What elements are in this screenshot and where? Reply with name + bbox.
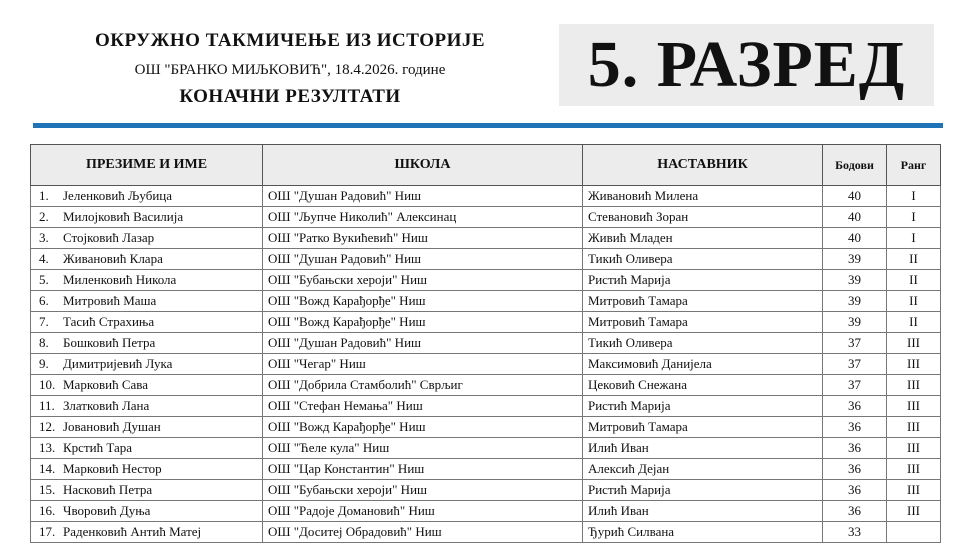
row-number: 6. <box>39 293 49 308</box>
student-cell <box>31 333 263 354</box>
row-number: 11. <box>39 398 55 413</box>
school-cell: ОШ "Вожд Карађорђе" Ниш <box>263 291 583 312</box>
rank-cell: III <box>887 354 941 375</box>
student-name: Јовановић Душан <box>63 419 161 434</box>
host-school-date: ОШ "БРАНКО МИЉКОВИЋ", 18.4.2026. године <box>134 62 446 78</box>
table-row <box>31 333 941 354</box>
header-divider <box>33 123 943 128</box>
teacher-cell: Цековић Снежана <box>583 375 823 396</box>
row-number: 8. <box>39 335 49 350</box>
student-cell <box>31 375 263 396</box>
table-row <box>31 480 941 501</box>
row-number: 15. <box>39 482 56 497</box>
rank-cell: III <box>887 438 941 459</box>
points-cell: 36 <box>823 438 887 459</box>
teacher-cell: Митровић Тамара <box>583 417 823 438</box>
table-row <box>31 501 941 522</box>
student-name: Раденковић Антић Матеј <box>63 524 202 539</box>
points-cell: 40 <box>823 186 887 207</box>
school-cell: ОШ "Добрила Стамболић" Сврљиг <box>263 375 583 396</box>
teacher-cell: Ђурић Силвана <box>583 522 823 543</box>
points-cell: 36 <box>823 396 887 417</box>
student-cell <box>31 438 263 459</box>
points-cell: 37 <box>823 354 887 375</box>
school-cell: ОШ "Бубањски хероји" Ниш <box>263 270 583 291</box>
student-name: Јеленковић Љубица <box>63 188 173 203</box>
row-number: 10. <box>39 377 56 392</box>
teacher-cell: Митровић Тамара <box>583 312 823 333</box>
student-name: Тасић Страхиња <box>63 314 155 329</box>
school-cell: ОШ "Бубањски хероји" Ниш <box>263 480 583 501</box>
teacher-cell: Максимовић Данијела <box>583 354 823 375</box>
student-cell <box>31 459 263 480</box>
table-row <box>31 312 941 333</box>
points-cell: 33 <box>823 522 887 543</box>
teacher-cell: Стевановић Зоран <box>583 207 823 228</box>
points-cell: 40 <box>823 207 887 228</box>
student-name: Насковић Петра <box>63 482 153 497</box>
rank-cell: III <box>887 501 941 522</box>
student-name: Миленковић Никола <box>63 272 177 287</box>
results-table <box>30 144 941 543</box>
school-cell: ОШ "Душан Радовић" Ниш <box>263 333 583 354</box>
student-cell <box>31 186 263 207</box>
student-name: Стојковић Лазар <box>63 230 155 245</box>
teacher-cell: Илић Иван <box>583 501 823 522</box>
rank-cell: I <box>887 186 941 207</box>
table-row <box>31 249 941 270</box>
row-number: 7. <box>39 314 49 329</box>
column-header-points: Бодови <box>823 145 887 186</box>
column-header-rank: Ранг <box>887 145 941 186</box>
student-name: Чворовић Дуња <box>63 503 151 518</box>
row-number: 12. <box>39 419 56 434</box>
school-cell: ОШ "Вожд Карађорђе" Ниш <box>263 417 583 438</box>
table-row <box>31 396 941 417</box>
student-name: Живановић Клара <box>63 251 163 266</box>
row-number: 2. <box>39 209 49 224</box>
school-cell: ОШ "Стефан Немања" Ниш <box>263 396 583 417</box>
table-row <box>31 417 941 438</box>
points-cell: 39 <box>823 270 887 291</box>
points-cell: 40 <box>823 228 887 249</box>
teacher-cell: Митровић Тамара <box>583 291 823 312</box>
rank-cell: II <box>887 249 941 270</box>
student-name: Милојковић Василија <box>63 209 184 224</box>
table-row <box>31 375 941 396</box>
rank-cell: II <box>887 291 941 312</box>
student-name: Марковић Нестор <box>63 461 162 476</box>
rank-cell: III <box>887 480 941 501</box>
teacher-cell: Живић Младен <box>583 228 823 249</box>
points-cell: 36 <box>823 480 887 501</box>
competition-title: ОКРУЖНО ТАКМИЧЕЊЕ ИЗ ИСТОРИЈЕ <box>94 30 486 51</box>
student-cell <box>31 417 263 438</box>
school-cell: ОШ "Душан Радовић" Ниш <box>263 186 583 207</box>
column-header-name: ПРЕЗИМЕ И ИМЕ <box>31 145 263 186</box>
student-cell <box>31 291 263 312</box>
student-name: Митровић Маша <box>63 293 157 308</box>
rank-cell: II <box>887 312 941 333</box>
row-number: 5. <box>39 272 49 287</box>
student-name: Крстић Тара <box>63 440 132 455</box>
teacher-cell: Тикић Оливера <box>583 333 823 354</box>
row-number: 1. <box>39 188 49 203</box>
row-number: 9. <box>39 356 49 371</box>
table-row <box>31 459 941 480</box>
points-cell: 39 <box>823 291 887 312</box>
school-cell: ОШ "Доситеј Обрадовић" Ниш <box>263 522 583 543</box>
points-cell: 39 <box>823 312 887 333</box>
school-cell: ОШ "Душан Радовић" Ниш <box>263 249 583 270</box>
row-number: 14. <box>39 461 56 476</box>
student-cell <box>31 354 263 375</box>
table-row <box>31 207 941 228</box>
school-cell: ОШ "Ратко Вукићевић" Ниш <box>263 228 583 249</box>
table-header-row <box>31 145 941 186</box>
rank-cell: II <box>887 270 941 291</box>
student-cell <box>31 270 263 291</box>
student-cell <box>31 396 263 417</box>
row-number: 4. <box>39 251 49 266</box>
table-row <box>31 438 941 459</box>
table-row <box>31 291 941 312</box>
student-name: Златковић Лана <box>63 398 150 413</box>
school-cell: ОШ "Вожд Карађорђе" Ниш <box>263 312 583 333</box>
student-cell <box>31 207 263 228</box>
student-cell <box>31 249 263 270</box>
row-number: 16. <box>39 503 56 518</box>
table-row <box>31 522 941 543</box>
column-header-teacher: НАСТАВНИК <box>583 145 823 186</box>
points-cell: 36 <box>823 417 887 438</box>
column-header-school: ШКОЛА <box>263 145 583 186</box>
school-cell: ОШ "Чегар" Ниш <box>263 354 583 375</box>
school-cell: ОШ "Цар Константин" Ниш <box>263 459 583 480</box>
points-cell: 37 <box>823 375 887 396</box>
rank-cell: III <box>887 375 941 396</box>
rank-cell: III <box>887 459 941 480</box>
teacher-cell: Алексић Дејан <box>583 459 823 480</box>
student-cell <box>31 228 263 249</box>
rank-cell: I <box>887 207 941 228</box>
teacher-cell: Тикић Оливера <box>583 249 823 270</box>
school-cell: ОШ "Радоје Домановић" Ниш <box>263 501 583 522</box>
points-cell: 39 <box>823 249 887 270</box>
rank-cell: III <box>887 396 941 417</box>
student-name: Марковић Сава <box>63 377 149 392</box>
row-number: 17. <box>39 524 56 539</box>
teacher-cell: Ристић Марија <box>583 270 823 291</box>
student-cell <box>31 522 263 543</box>
points-cell: 36 <box>823 501 887 522</box>
student-cell <box>31 501 263 522</box>
rank-cell: I <box>887 228 941 249</box>
teacher-cell: Илић Иван <box>583 438 823 459</box>
results-heading: КОНАЧНИ РЕЗУЛТАТИ <box>179 86 401 107</box>
student-cell <box>31 480 263 501</box>
points-cell: 37 <box>823 333 887 354</box>
teacher-cell: Ристић Марија <box>583 480 823 501</box>
table-row <box>31 354 941 375</box>
table-row <box>31 186 941 207</box>
row-number: 3. <box>39 230 49 245</box>
table-row <box>31 270 941 291</box>
school-cell: ОШ "Љупче Николић" Алексинац <box>263 207 583 228</box>
grade-label: 5. РАЗРЕД <box>559 24 934 106</box>
student-name: Бошковић Петра <box>63 335 156 350</box>
student-name: Димитријевић Лука <box>63 356 173 371</box>
teacher-cell: Ристић Марија <box>583 396 823 417</box>
rank-cell: III <box>887 333 941 354</box>
rank-cell: III <box>887 417 941 438</box>
school-cell: ОШ "Ћеле кула" Ниш <box>263 438 583 459</box>
table-row <box>31 228 941 249</box>
student-cell <box>31 312 263 333</box>
row-number: 13. <box>39 440 56 455</box>
rank-cell <box>887 522 941 543</box>
teacher-cell: Живановић Милена <box>583 186 823 207</box>
points-cell: 36 <box>823 459 887 480</box>
